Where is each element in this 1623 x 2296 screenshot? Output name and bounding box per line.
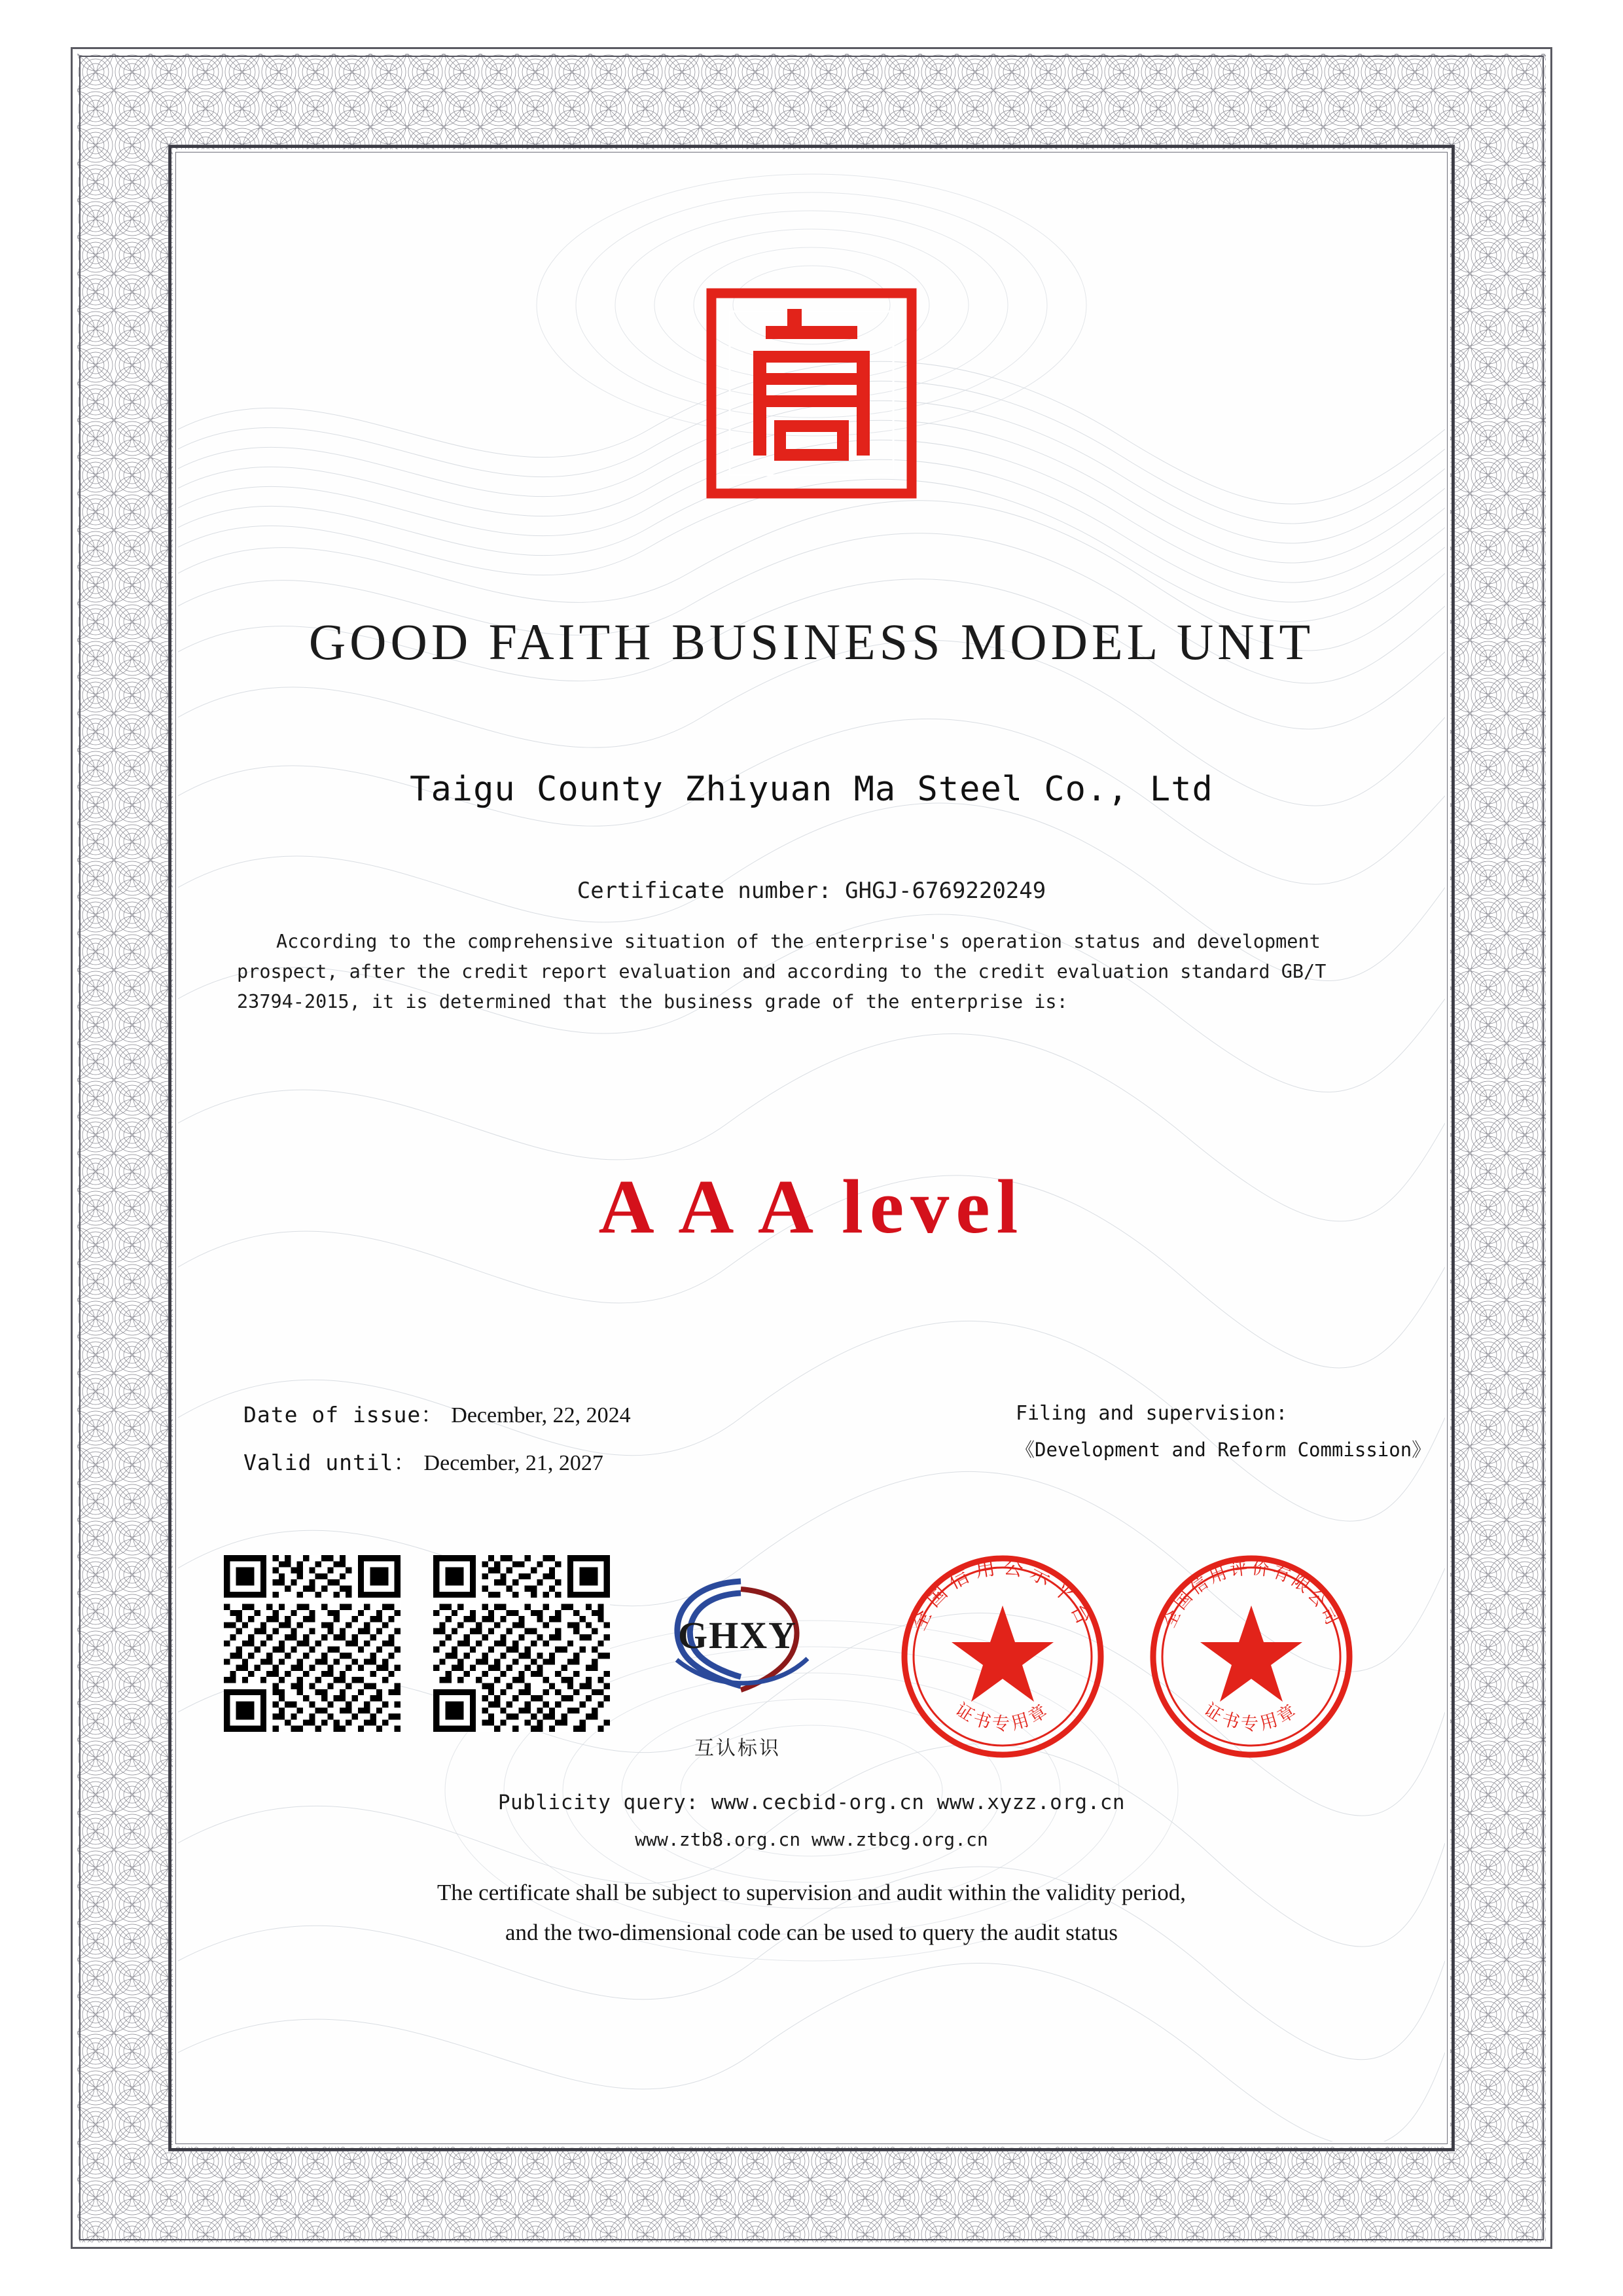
- svg-text:证书专用章: 证书专用章: [1200, 1699, 1302, 1734]
- publicity-query-sites-2[interactable]: www.ztb8.org.cn www.ztbcg.org.cn: [635, 1829, 988, 1850]
- valid-until-label: Valid until：: [243, 1450, 416, 1475]
- issue-date-row: [243, 1398, 631, 1429]
- page-title: GOOD FAITH BUSINESS MODEL UNIT: [308, 613, 1315, 670]
- dates-block: [243, 1398, 631, 1494]
- credit-publicity-platform-seal: [891, 1545, 1114, 1768]
- svg-text:全国信用公示平台: 全国信用公示平台: [906, 1555, 1099, 1634]
- svg-text:GHXY: GHXY: [678, 1614, 797, 1657]
- svg-text:全国信用评价有限公司: 全国信用评价有限公司: [1159, 1558, 1344, 1631]
- certificate-number: Certificate number: GHGJ-6769220249: [577, 878, 1046, 904]
- certificate-content: [178, 154, 1445, 2142]
- publicity-query-line: [178, 1791, 1445, 1814]
- publicity-query-label: Publicity query:: [497, 1791, 699, 1814]
- ghxy-logo-caption: 互认标识: [694, 1737, 781, 1760]
- marks-row: [178, 1555, 1445, 1778]
- company-name: Taigu County Zhiyuan Ma Steel Co., Ltd: [410, 770, 1213, 809]
- ghxy-logo-icon: [643, 1562, 832, 1751]
- issue-date-value: December, 22, 2024: [451, 1403, 631, 1427]
- footer-block: [178, 1791, 1445, 1953]
- svg-text:证书专用章: 证书专用章: [952, 1699, 1054, 1734]
- qr-code-left[interactable]: [224, 1555, 401, 1732]
- filing-label: Filing and supervision:: [1016, 1402, 1288, 1425]
- filing-authority: 《Development and Reform Commission》: [1016, 1439, 1431, 1461]
- audit-note-line-1: The certificate shall be subject to supervision and audit within the validity period,: [437, 1880, 1186, 1905]
- chinese-seal-emblem-icon: [704, 285, 919, 501]
- filing-supervision-block: [1016, 1395, 1431, 1468]
- audit-note-line-2: and the two-dimensional code can be used to query the audit status: [505, 1920, 1118, 1946]
- qr-code-right[interactable]: [433, 1555, 610, 1732]
- valid-until-value: December, 21, 2027: [423, 1451, 603, 1475]
- issue-date-label: Date of issue：: [243, 1402, 444, 1427]
- credit-evaluation-company-seal: [1140, 1545, 1363, 1768]
- publicity-query-sites[interactable]: www.cecbid-org.cn www.xyzz.org.cn: [711, 1791, 1126, 1814]
- body-paragraph: According to the comprehensive situation of the enterprise's operation status and development prospect, after the credit report evaluation and according to the credit evaluation standard GB/T 23794-2015, it is determined that the business grade of the enterprise is:: [237, 931, 1327, 1013]
- valid-until-row: [243, 1446, 631, 1477]
- grade-level: A A A level: [598, 1164, 1025, 1249]
